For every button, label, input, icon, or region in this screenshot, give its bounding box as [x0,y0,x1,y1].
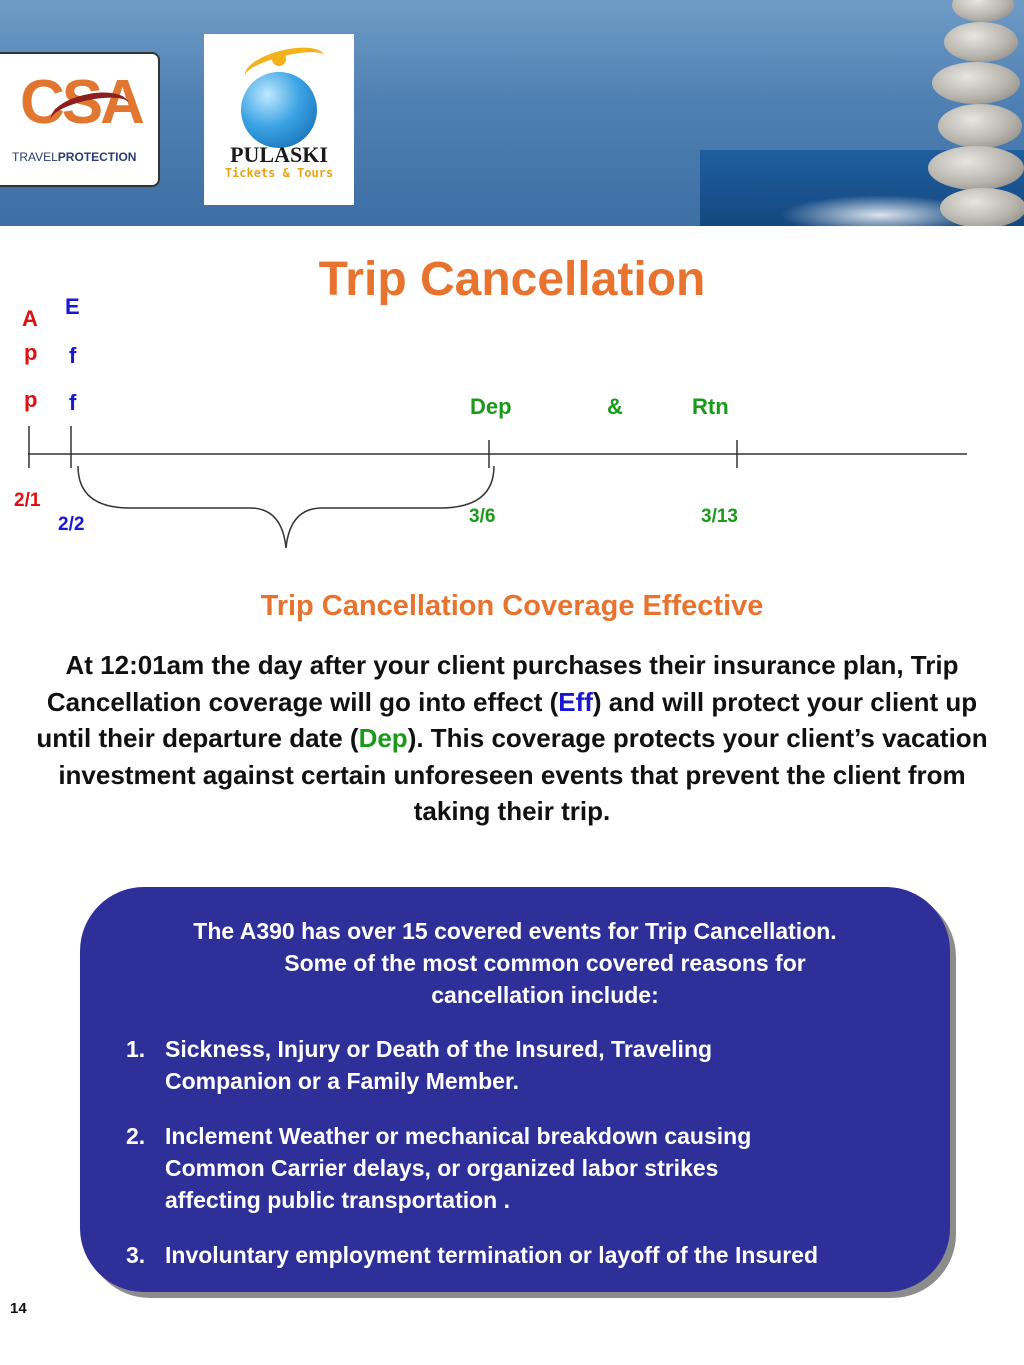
covered-events-panel [80,887,950,1292]
list-item: 3. Involuntary employment termination or layoff of the Insured [126,1242,819,1268]
app-letter-1: A [22,306,38,331]
coverage-timeline [0,290,1024,560]
dep-label: Dep [470,394,512,419]
app-letter-3: p [24,387,38,412]
dep-highlight: Dep [358,723,408,753]
eff-letter-1: E [65,294,80,319]
dep-date: 3/6 [469,506,496,527]
pulaski-figure-head-icon [272,52,286,66]
pulaski-logo-tagline: Tickets & Tours [224,166,334,180]
header-banner [0,0,1024,226]
eff-highlight: Eff [558,686,593,717]
stacked-stones-image [914,0,1024,226]
csa-logo-mark: CSA [20,68,142,137]
coverage-subtitle: Trip Cancellation Coverage Effective [260,590,764,622]
page-number: 14 [10,1300,27,1317]
list-item: 2. Inclement Weather or mechanical breakdown causing Common Carrier delays, or organized labor strikes affecting public transportation . [126,1123,752,1213]
pulaski-logo-name: PULASKI [230,142,328,167]
rtn-date: 3/13 [701,506,738,527]
coverage-brace [78,466,494,548]
eff-letter-2: f [69,343,77,368]
ampersand-label: & [607,394,623,419]
app-date: 2/1 [14,490,41,511]
covered-events-list [126,1033,926,1294]
globe-icon [241,72,317,148]
coverage-description: At 12:01am the day after your client purchases their insurance plan, Trip Cancellation coverage will go into effect (Eff) and will protect your client up until their departure date (Dep). This coverage protects your client’s vacation investment against certain unforeseen events that prevent the client from taking their trip. [36,650,988,826]
pulaski-logo [204,34,354,205]
csa-logo-subtitle: TRAVELPROTECTION [12,150,137,164]
csa-travel-protection-logo [0,52,160,187]
timeline-graphic [0,290,1024,560]
panel-intro: The A390 has over 15 covered events for Trip Cancellation. Some of the most common covered reasons for cancellation include: [193,918,837,1008]
eff-date: 2/2 [58,514,85,535]
list-item: 1. Sickness, Injury or Death of the Insured, Traveling Companion or a Family Member. [126,1036,713,1094]
page-title: Trip Cancellation [318,253,706,306]
app-letter-2: p [24,340,38,365]
eff-letter-3: f [69,390,77,415]
rtn-label: Rtn [692,394,729,419]
